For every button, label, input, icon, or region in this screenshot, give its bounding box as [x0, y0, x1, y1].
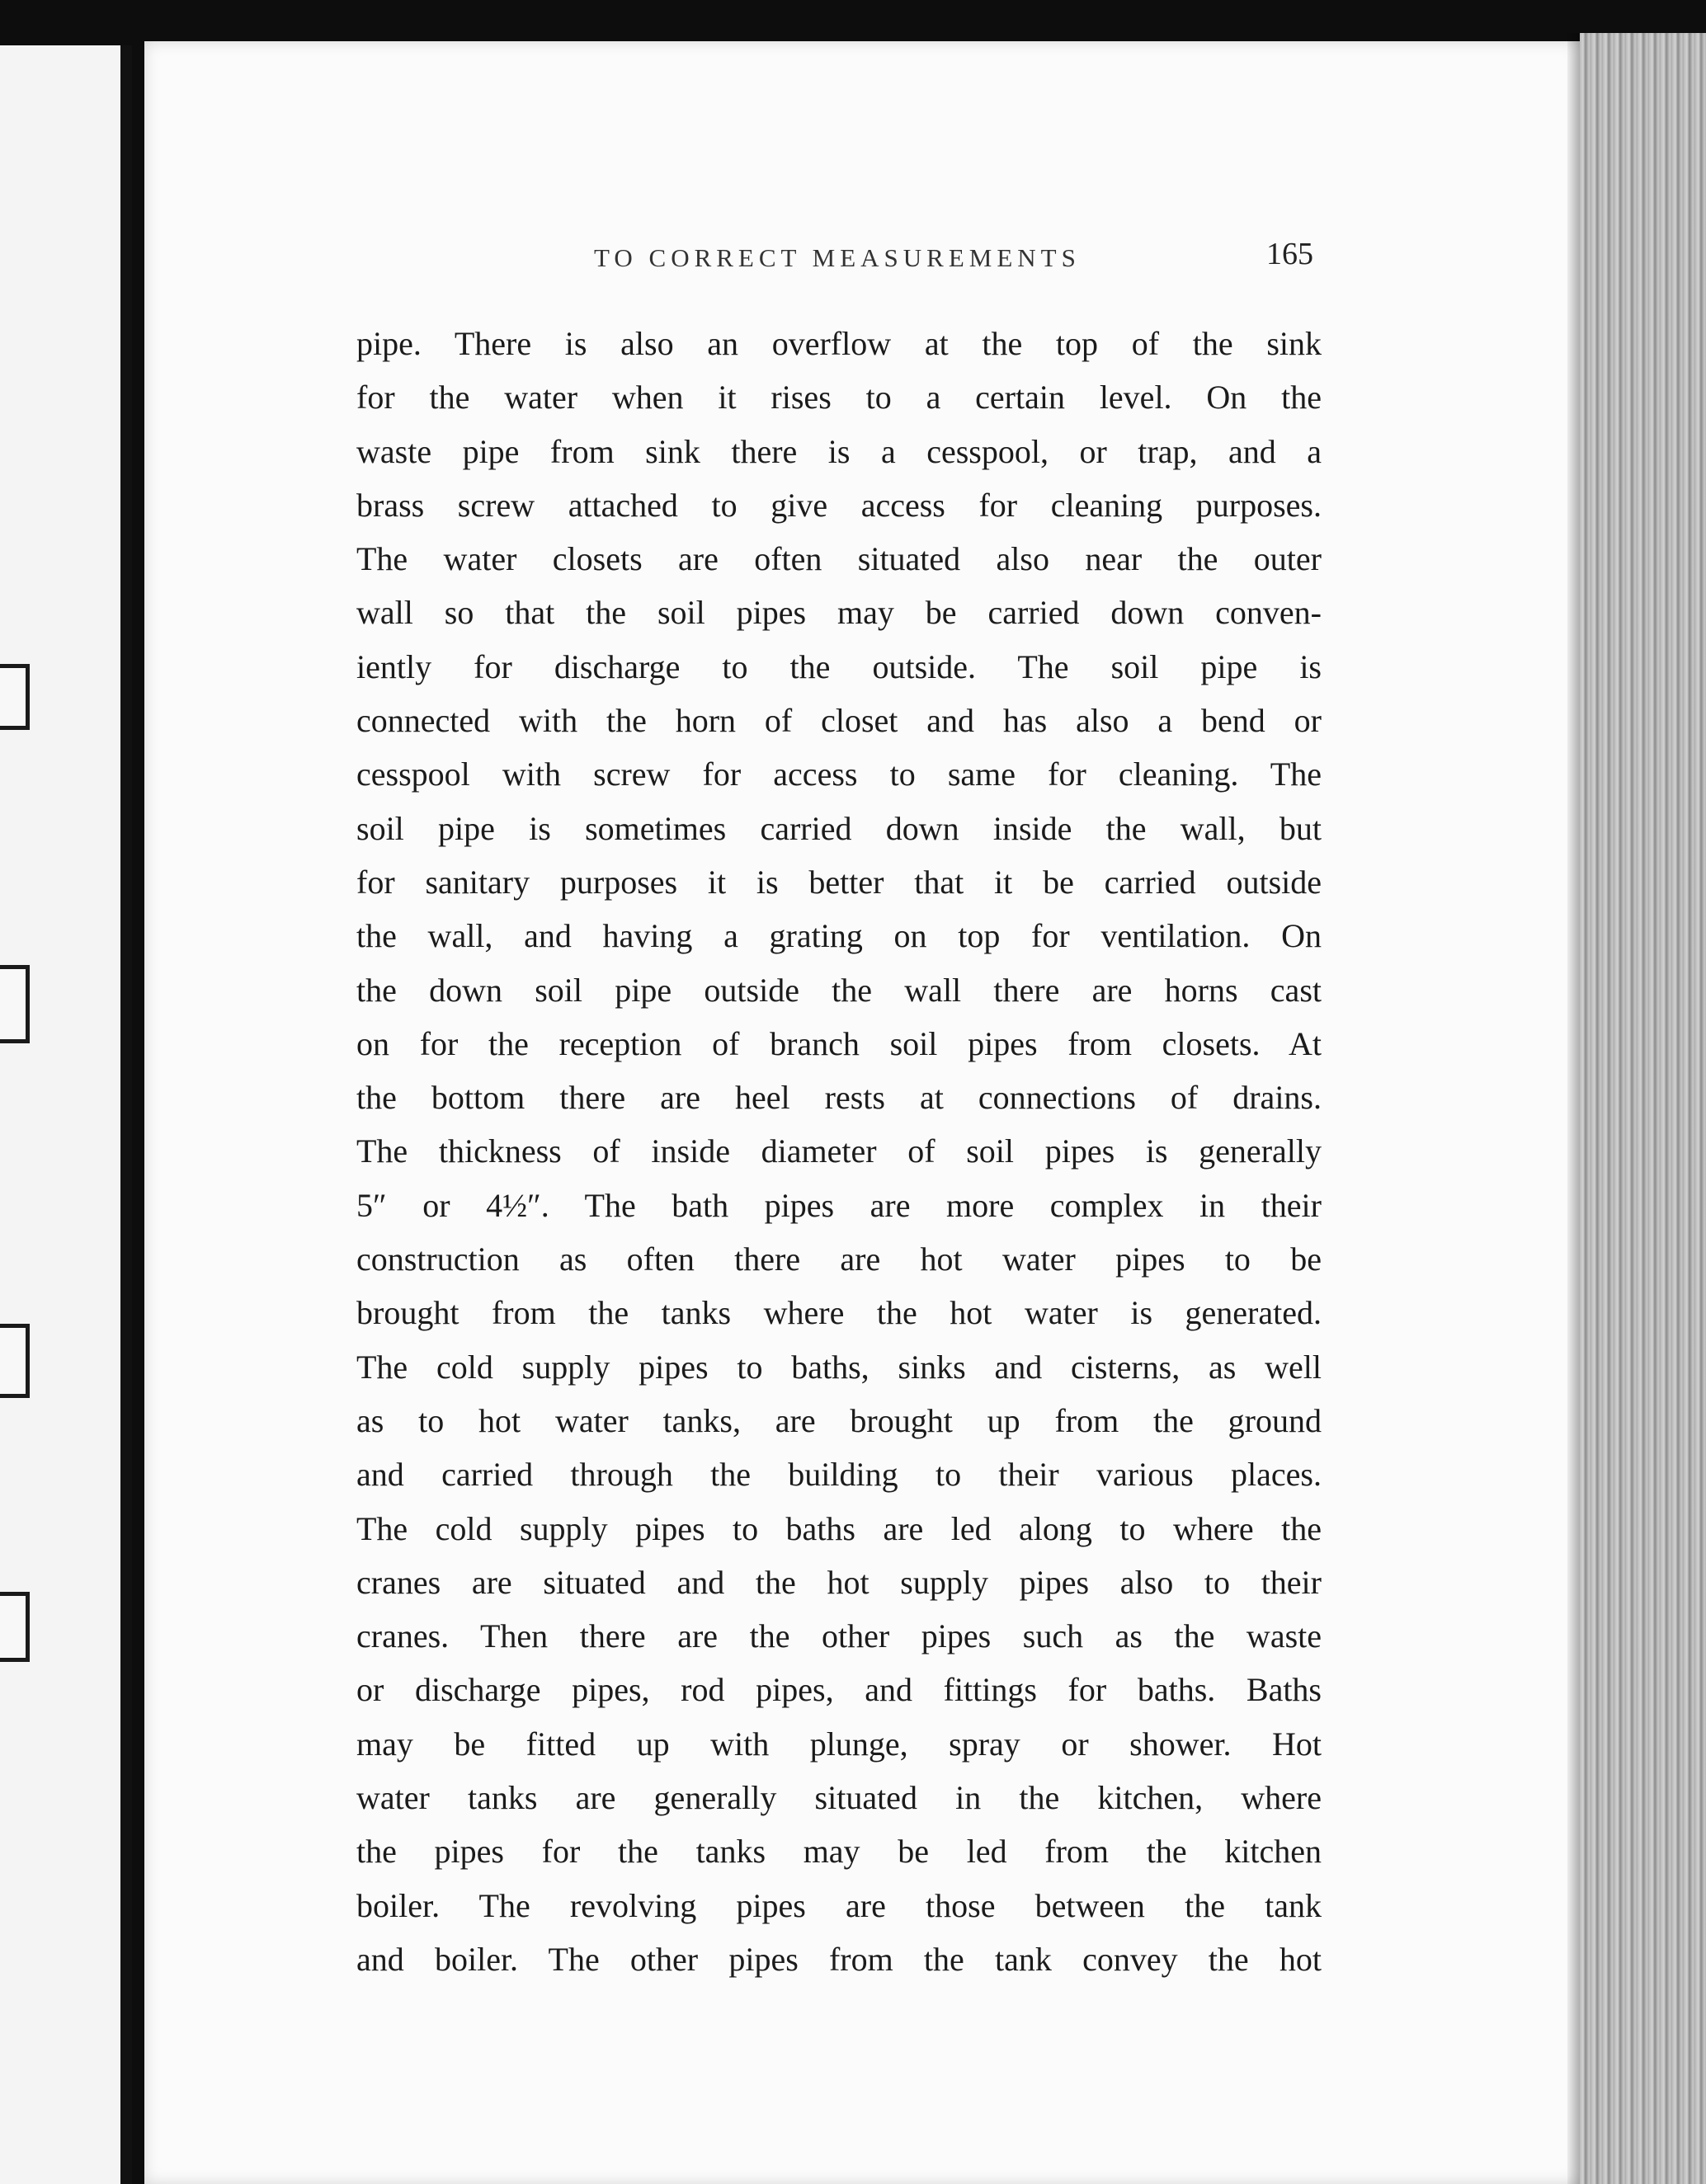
- text-line: the bottom there are heel rests at connections of drains.: [356, 1079, 1322, 1117]
- page-stack-edge: [1580, 33, 1706, 2184]
- text-line: wall so that the soil pipes may be carried down conven-: [356, 594, 1322, 632]
- text-line: and carried through the building to their various places.: [356, 1456, 1322, 1494]
- text-line: for sanitary purposes it is better that it be carried outside: [356, 863, 1322, 901]
- text-line: water tanks are generally situated in the kitchen, where: [356, 1779, 1322, 1817]
- text-line: pipe. There is also an overflow at the top of the sink: [356, 325, 1322, 362]
- binding-clip-mark: [0, 1324, 30, 1398]
- text-line: cranes are situated and the hot supply pipes also to their: [356, 1563, 1322, 1601]
- text-line: boiler. The revolving pipes are those between the tank: [356, 1886, 1322, 1924]
- text-line: iently for discharge to the outside. The soil pipe is: [356, 647, 1322, 685]
- text-line: the wall, and having a grating on top for ventilation. On: [356, 917, 1322, 955]
- text-line: soil pipe is sometimes carried down inside the wall, but: [356, 809, 1322, 847]
- text-line: the down soil pipe outside the wall there are horns cast: [356, 971, 1322, 1009]
- text-line: and boiler. The other pipes from the tank convey the hot: [356, 1940, 1322, 1978]
- binding-clip-mark: [0, 965, 30, 1043]
- text-line: for the water when it rises to a certain level. On the: [356, 379, 1322, 417]
- running-head: TO CORRECT MEASUREMENTS: [594, 243, 1081, 272]
- page-number: 165: [1266, 237, 1313, 271]
- text-line: the pipes for the tanks may be led from the kitchen: [356, 1833, 1322, 1871]
- facing-page-edge: [0, 45, 132, 2184]
- text-line: or discharge pipes, rod pipes, and fittings for baths. Baths: [356, 1671, 1322, 1709]
- text-line: cesspool with screw for access to same for cleaning. The: [356, 755, 1322, 793]
- text-line: construction as often there are hot water pipes to be: [356, 1240, 1322, 1278]
- text-line: connected with the horn of closet and has also a bend or: [356, 702, 1322, 740]
- binding-clip-mark: [0, 1592, 30, 1662]
- text-line: The cold supply pipes to baths, sinks and cisterns, as well: [356, 1348, 1322, 1386]
- text-line: may be fitted up with plunge, spray or shower. Hot: [356, 1725, 1322, 1763]
- text-line: The thickness of inside diameter of soil pipes is generally: [356, 1132, 1322, 1170]
- text-line: The cold supply pipes to baths are led along to where the: [356, 1509, 1322, 1547]
- body-text: [356, 317, 1322, 1986]
- binding-clip-mark: [0, 664, 30, 730]
- text-line: 5″ or 4½″. The bath pipes are more complex in their: [356, 1186, 1322, 1224]
- text-line: The water closets are often situated also near the outer: [356, 540, 1322, 578]
- text-line: on for the reception of branch soil pipes from closets. At: [356, 1024, 1322, 1062]
- text-line: cranes. Then there are the other pipes such as the waste: [356, 1617, 1322, 1655]
- text-line: as to hot water tanks, are brought up from the ground: [356, 1401, 1322, 1439]
- text-line: waste pipe from sink there is a cesspool, or trap, and a: [356, 432, 1322, 470]
- text-line: brought from the tanks where the hot water is generated.: [356, 1294, 1322, 1332]
- text-line: brass screw attached to give access for cleaning purposes.: [356, 486, 1322, 524]
